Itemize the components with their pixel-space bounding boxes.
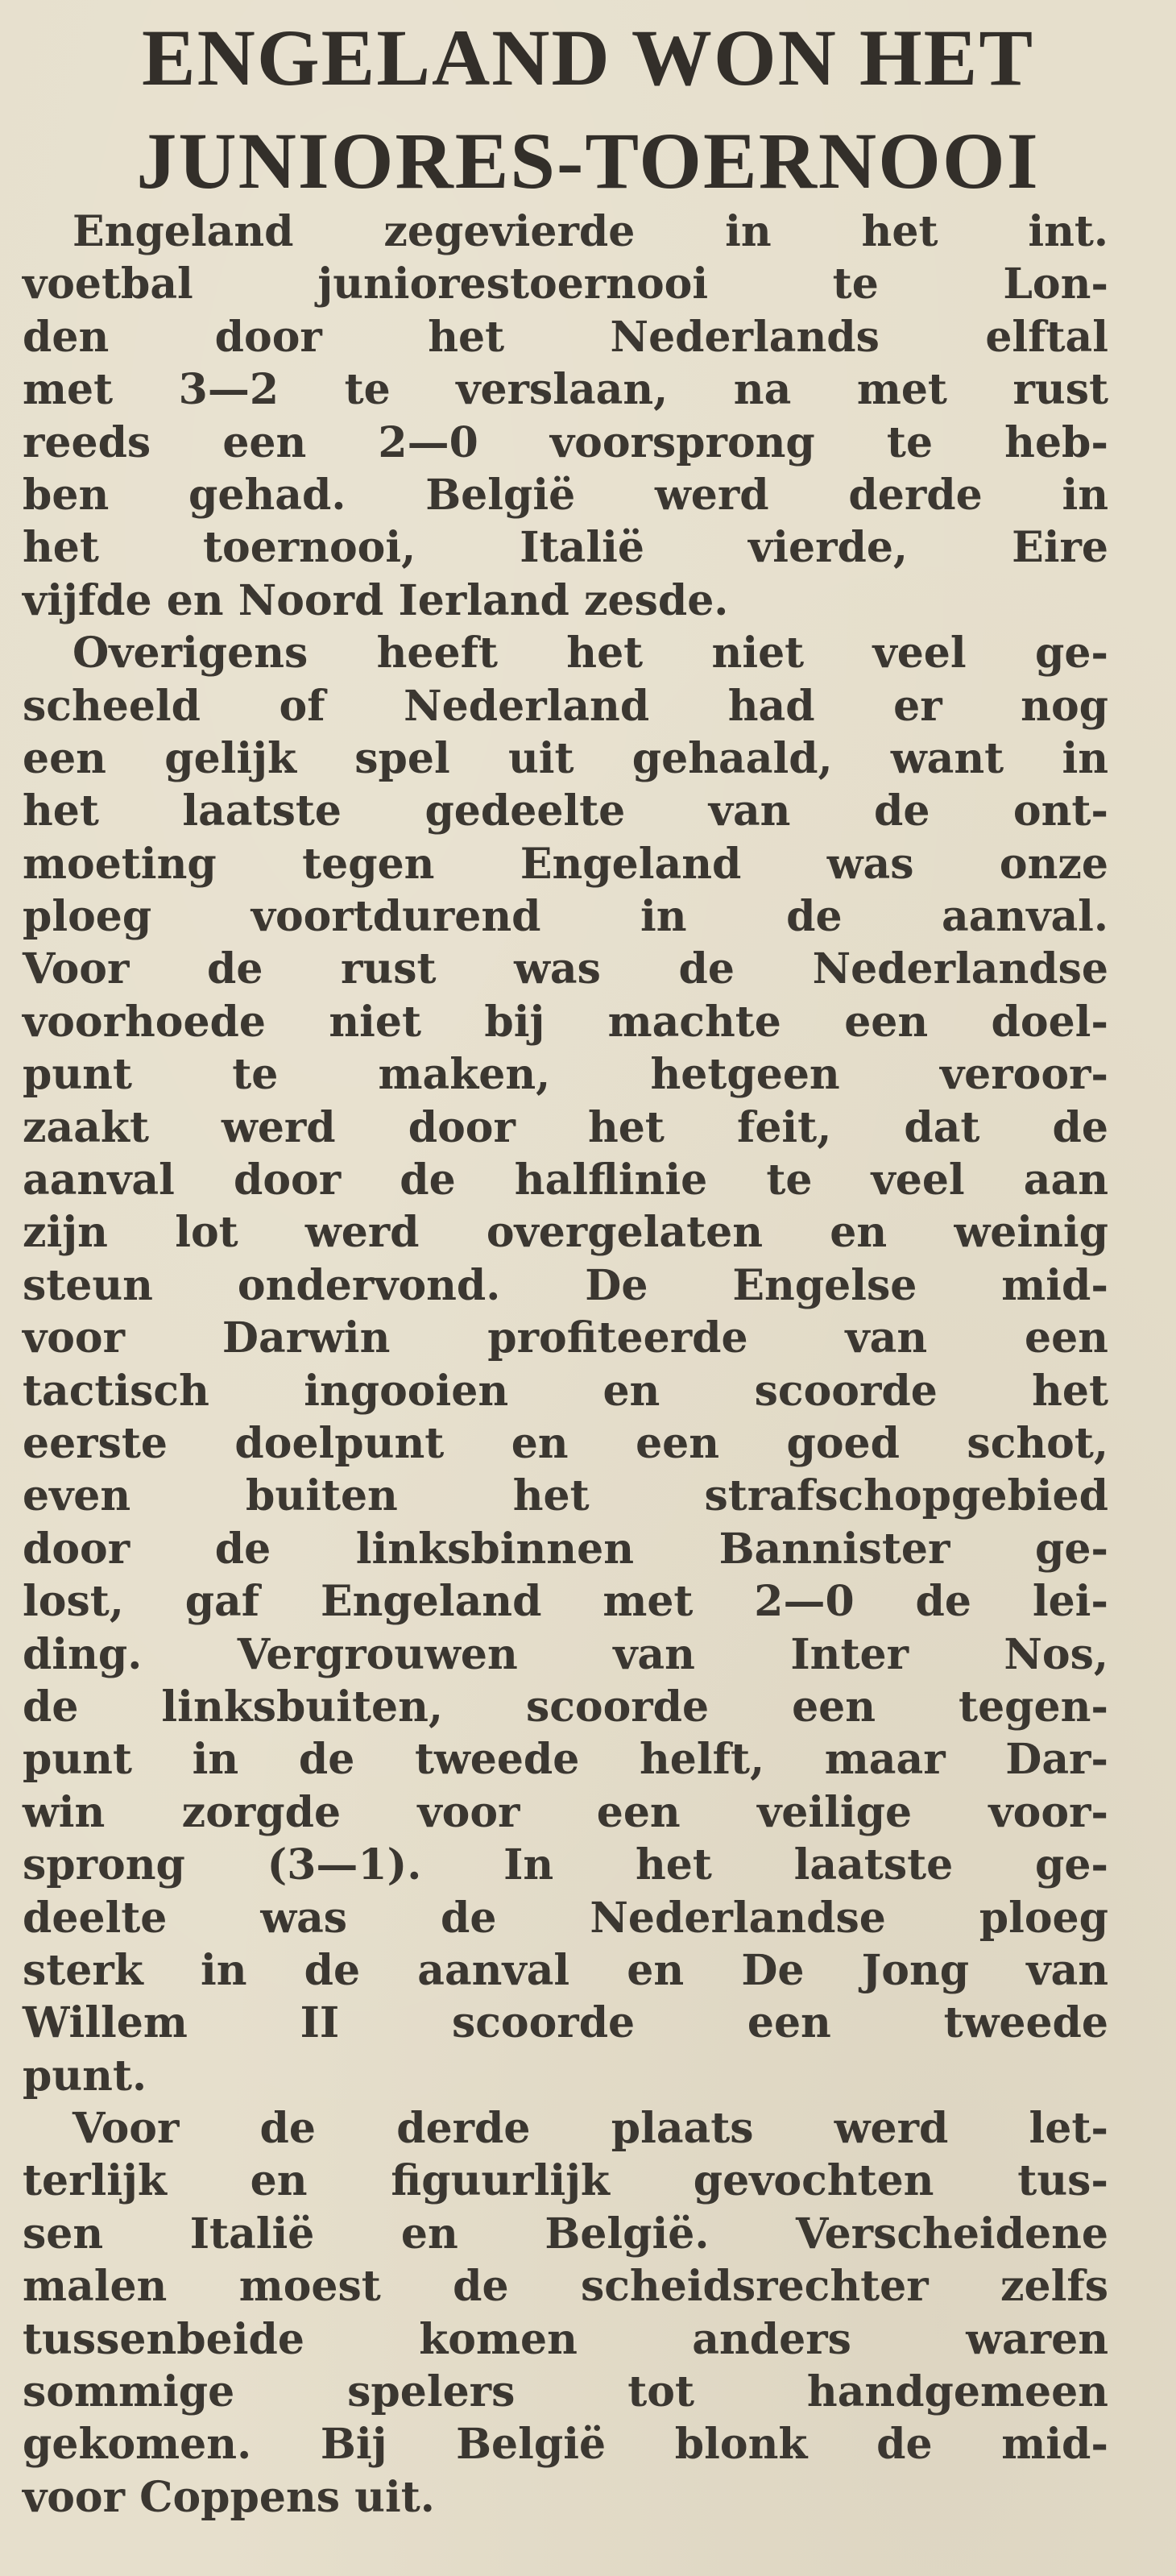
article-line: zijn lot werd overgelaten en weinig (23, 1208, 1108, 1258)
article-line: ben gehad. België werd derde in (23, 470, 1108, 520)
article-line: moeting tegen Engeland was onze (23, 839, 1108, 889)
article-line: de linksbuiten, scoorde een tegen- (23, 1682, 1108, 1732)
article-line: Overigens heeft het niet veel ge- (72, 628, 1108, 678)
article-line: voorhoede niet bij machte een doel- (23, 997, 1108, 1047)
article-line: terlijk en figuurlijk gevochten tus- (23, 2156, 1108, 2206)
article-line: een gelijk spel uit gehaald, want in (23, 733, 1108, 783)
article-line: reeds een 2—0 voorsprong te heb- (23, 417, 1108, 467)
article-line: voor Coppens uit. (23, 2472, 435, 2522)
article-line: sen Italië en België. Verscheidene (23, 2209, 1108, 2259)
article-line: sommige spelers tot handgemeen (23, 2367, 1108, 2417)
article-line: punt. (23, 2051, 147, 2101)
article-line: het toernooi, Italië vierde, Eire (23, 523, 1108, 573)
article-line: malen moest de scheidsrechter zelfs (23, 2262, 1108, 2312)
article-line: den door het Nederlands elftal (23, 312, 1108, 362)
article-line: sterk in de aanval en De Jong van (23, 1945, 1108, 1995)
article-line: ding. Vergrouwen van Inter Nos, (23, 1629, 1108, 1679)
article-line: tactisch ingooien en scoorde het (23, 1366, 1108, 1416)
article-line: ploeg voortdurend in de aanval. (23, 892, 1108, 942)
article-line: voor Darwin profiteerde van een (23, 1313, 1108, 1363)
article-line: eerste doelpunt en een goed schot, (23, 1418, 1108, 1468)
article-line: aanval door de halflinie te veel aan (23, 1155, 1108, 1205)
article-line: voetbal juniorestoernooi te Lon- (23, 259, 1108, 309)
article-line: gekomen. Bij België blonk de mid- (23, 2420, 1108, 2470)
article-body (23, 205, 1108, 2524)
article-line: tussenbeide komen anders waren (23, 2314, 1108, 2364)
article-line: deelte was de Nederlandse ploeg (23, 1893, 1108, 1943)
article-line: Willem II scoorde een tweede (23, 1998, 1108, 2048)
headline-line-2: JUNIORES-TOERNOOI (136, 116, 1040, 205)
article-line: scheeld of Nederland had er nog (23, 681, 1108, 731)
article-line: win zorgde voor een veilige voor- (23, 1787, 1108, 1837)
article-line: Voor de rust was de Nederlandse (23, 944, 1108, 994)
article-line: even buiten het strafschopgebied (23, 1471, 1108, 1521)
article-line: punt te maken, hetgeen veroor- (23, 1050, 1108, 1100)
headline-line-1: ENGELAND WON HET (141, 13, 1035, 102)
article-line: vijfde en Noord Ierland zesde. (23, 575, 729, 625)
article-line: punt in de tweede helft, maar Dar- (23, 1735, 1108, 1785)
article-line: met 3—2 te verslaan, na met rust (23, 365, 1108, 415)
article-line: Voor de derde plaats werd let- (72, 2104, 1108, 2154)
article-line: lost, gaf Engeland met 2—0 de lei- (23, 1577, 1108, 1627)
article-line: sprong (3—1). In het laatste ge- (23, 1840, 1108, 1890)
article-line: steun ondervond. De Engelse mid- (23, 1260, 1108, 1310)
article-line: zaakt werd door het feit, dat de (23, 1102, 1108, 1152)
article-line: het laatste gedeelte van de ont- (23, 786, 1108, 836)
article-line: door de linksbinnen Bannister ge- (23, 1524, 1108, 1574)
article-line: Engeland zegevierde in het int. (72, 207, 1108, 256)
